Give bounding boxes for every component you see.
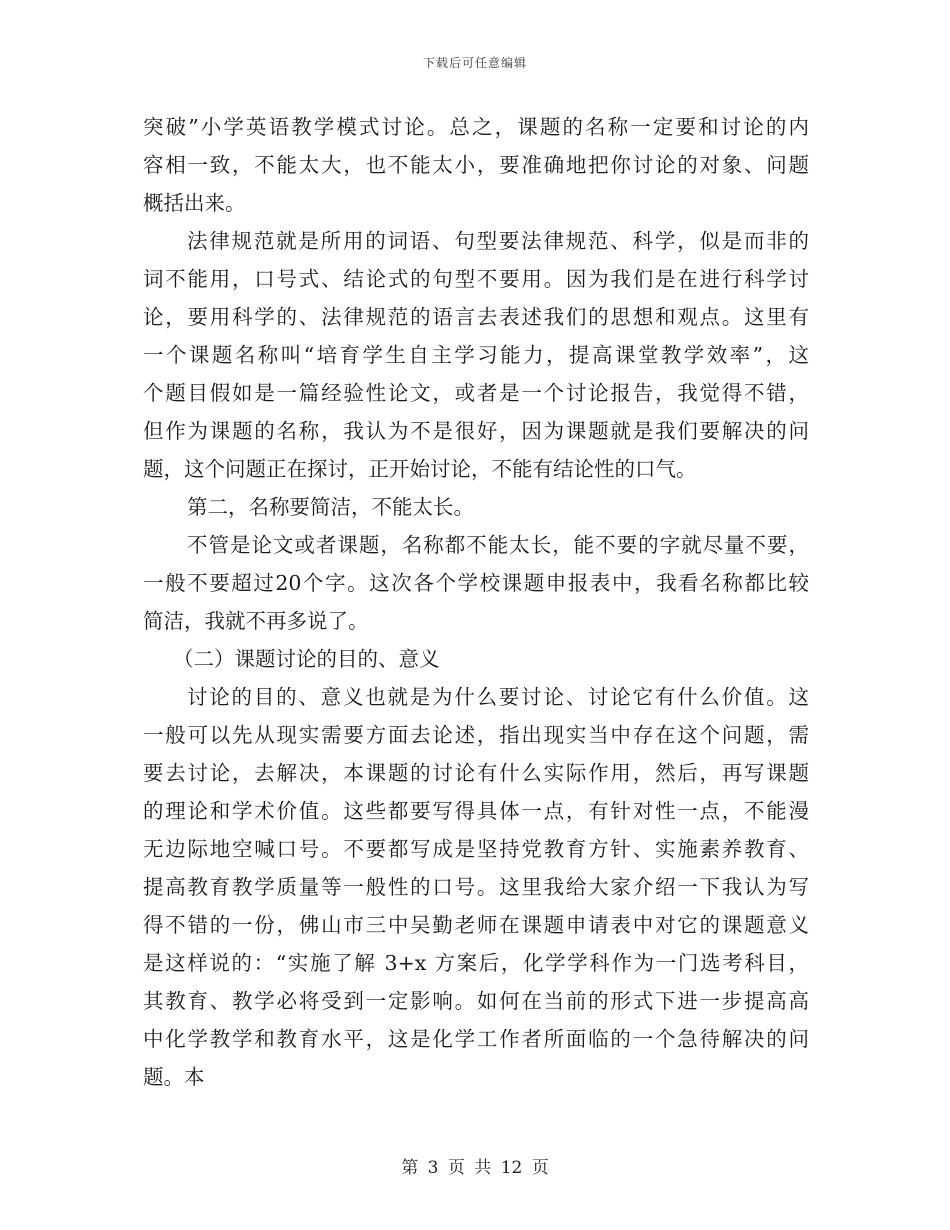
paragraph-first-line <box>143 526 809 564</box>
line-text: 简洁，我就不再多说了。 <box>143 609 369 633</box>
line-text: 一般不要超过20个字。这次各个学校课题申报表中，我看名称都比较 <box>143 571 809 595</box>
line-text: （二）课题讨论的目的、意义 <box>173 647 440 671</box>
line-text: 法律规范就是所用的词语、句型要法律规范、科学，似是而非的 <box>187 229 809 253</box>
text-line <box>143 146 809 184</box>
line-text: 第二，名称要简洁，不能太长。 <box>187 495 474 519</box>
line-text: 一般可以先从现实需要方面去论述，指出现实当中存在这个问题，需 <box>143 723 809 747</box>
text-line <box>143 792 809 830</box>
line-text: 不管是论文或者课题，名称都不能太长，能不要的字就尽量不要， <box>187 533 809 557</box>
text-line <box>143 602 809 640</box>
line-text: 个题目假如是一篇经验性论文，或者是一个讨论报告，我觉得不错， <box>143 381 809 405</box>
text-line <box>143 1058 809 1096</box>
line-text: 提高教育教学质量等一般性的口号。这里我给大家介绍一下我认为写 <box>143 875 809 899</box>
text-line <box>143 412 809 450</box>
line-text: 但作为课题的名称，我认为不是很好，因为课题就是我们要解决的问 <box>143 419 809 443</box>
document-body <box>143 108 809 1096</box>
line-text: 一个课题名称叫“培育学生自主学习能力，提高课堂教学效率”，这 <box>143 343 809 367</box>
line-text: 词不能用，口号式、结论式的句型不要用。因为我们是在进行科学讨 <box>143 267 809 291</box>
text-line <box>143 906 809 944</box>
paragraph-first-line <box>143 678 809 716</box>
line-text: 突破”小学英语教学模式讨论。总之，课题的名称一定要和讨论的内 <box>143 115 809 139</box>
line-text: 的理论和学术价值。这些都要写得具体一点，有针对性一点，不能漫 <box>143 799 809 823</box>
paragraph-first-line <box>143 222 809 260</box>
text-line <box>143 754 809 792</box>
line-text: 要去讨论，去解决，本课题的讨论有什么实际作用，然后，再写课题 <box>143 761 809 785</box>
text-line <box>143 564 809 602</box>
line-text: 题。本 <box>143 1065 205 1089</box>
line-text: 中化学教学和教育水平，这是化学工作者所面临的一个急待解决的问 <box>143 1027 809 1051</box>
text-line <box>143 868 809 906</box>
line-text: 是这样说的：“实施了解 3+x 方案后，化学学科作为一门选考科目， <box>143 951 809 975</box>
line-text: 得不错的一份，佛山市三中吴勤老师在课题申请表中对它的课题意义 <box>143 913 809 937</box>
line-text: 题，这个问题正在探讨，正开始讨论，不能有结论性的口气。 <box>143 457 697 481</box>
text-line <box>143 260 809 298</box>
text-line <box>143 298 809 336</box>
line-text: 讨论的目的、意义也就是为什么要讨论、讨论它有什么价值。这 <box>187 685 809 709</box>
text-line <box>143 982 809 1020</box>
text-line <box>143 450 809 488</box>
section-heading <box>143 640 809 678</box>
text-line <box>143 184 809 222</box>
line-text: 容相一致，不能太大，也不能太小，要准确地把你讨论的对象、问题 <box>143 153 809 177</box>
text-line <box>143 716 809 754</box>
text-line <box>143 1020 809 1058</box>
text-line <box>143 336 809 374</box>
text-line <box>143 944 809 982</box>
line-text: 概括出来。 <box>143 191 246 215</box>
line-text: 无边际地空喊口号。不要都写成是坚持党教育方针、实施素养教育、 <box>143 837 809 861</box>
paragraph-first-line <box>143 488 809 526</box>
line-text: 其教育、教学必将受到一定影响。如何在当前的形式下进一步提高高 <box>143 989 809 1013</box>
page-header: 下载后可任意编辑 <box>422 56 527 70</box>
page-footer: 第 3 页 共 12 页 <box>401 1158 549 1178</box>
text-line <box>143 374 809 412</box>
line-text: 论，要用科学的、法律规范的语言去表述我们的思想和观点。这里有 <box>143 305 809 329</box>
text-line <box>143 108 809 146</box>
text-line <box>143 830 809 868</box>
